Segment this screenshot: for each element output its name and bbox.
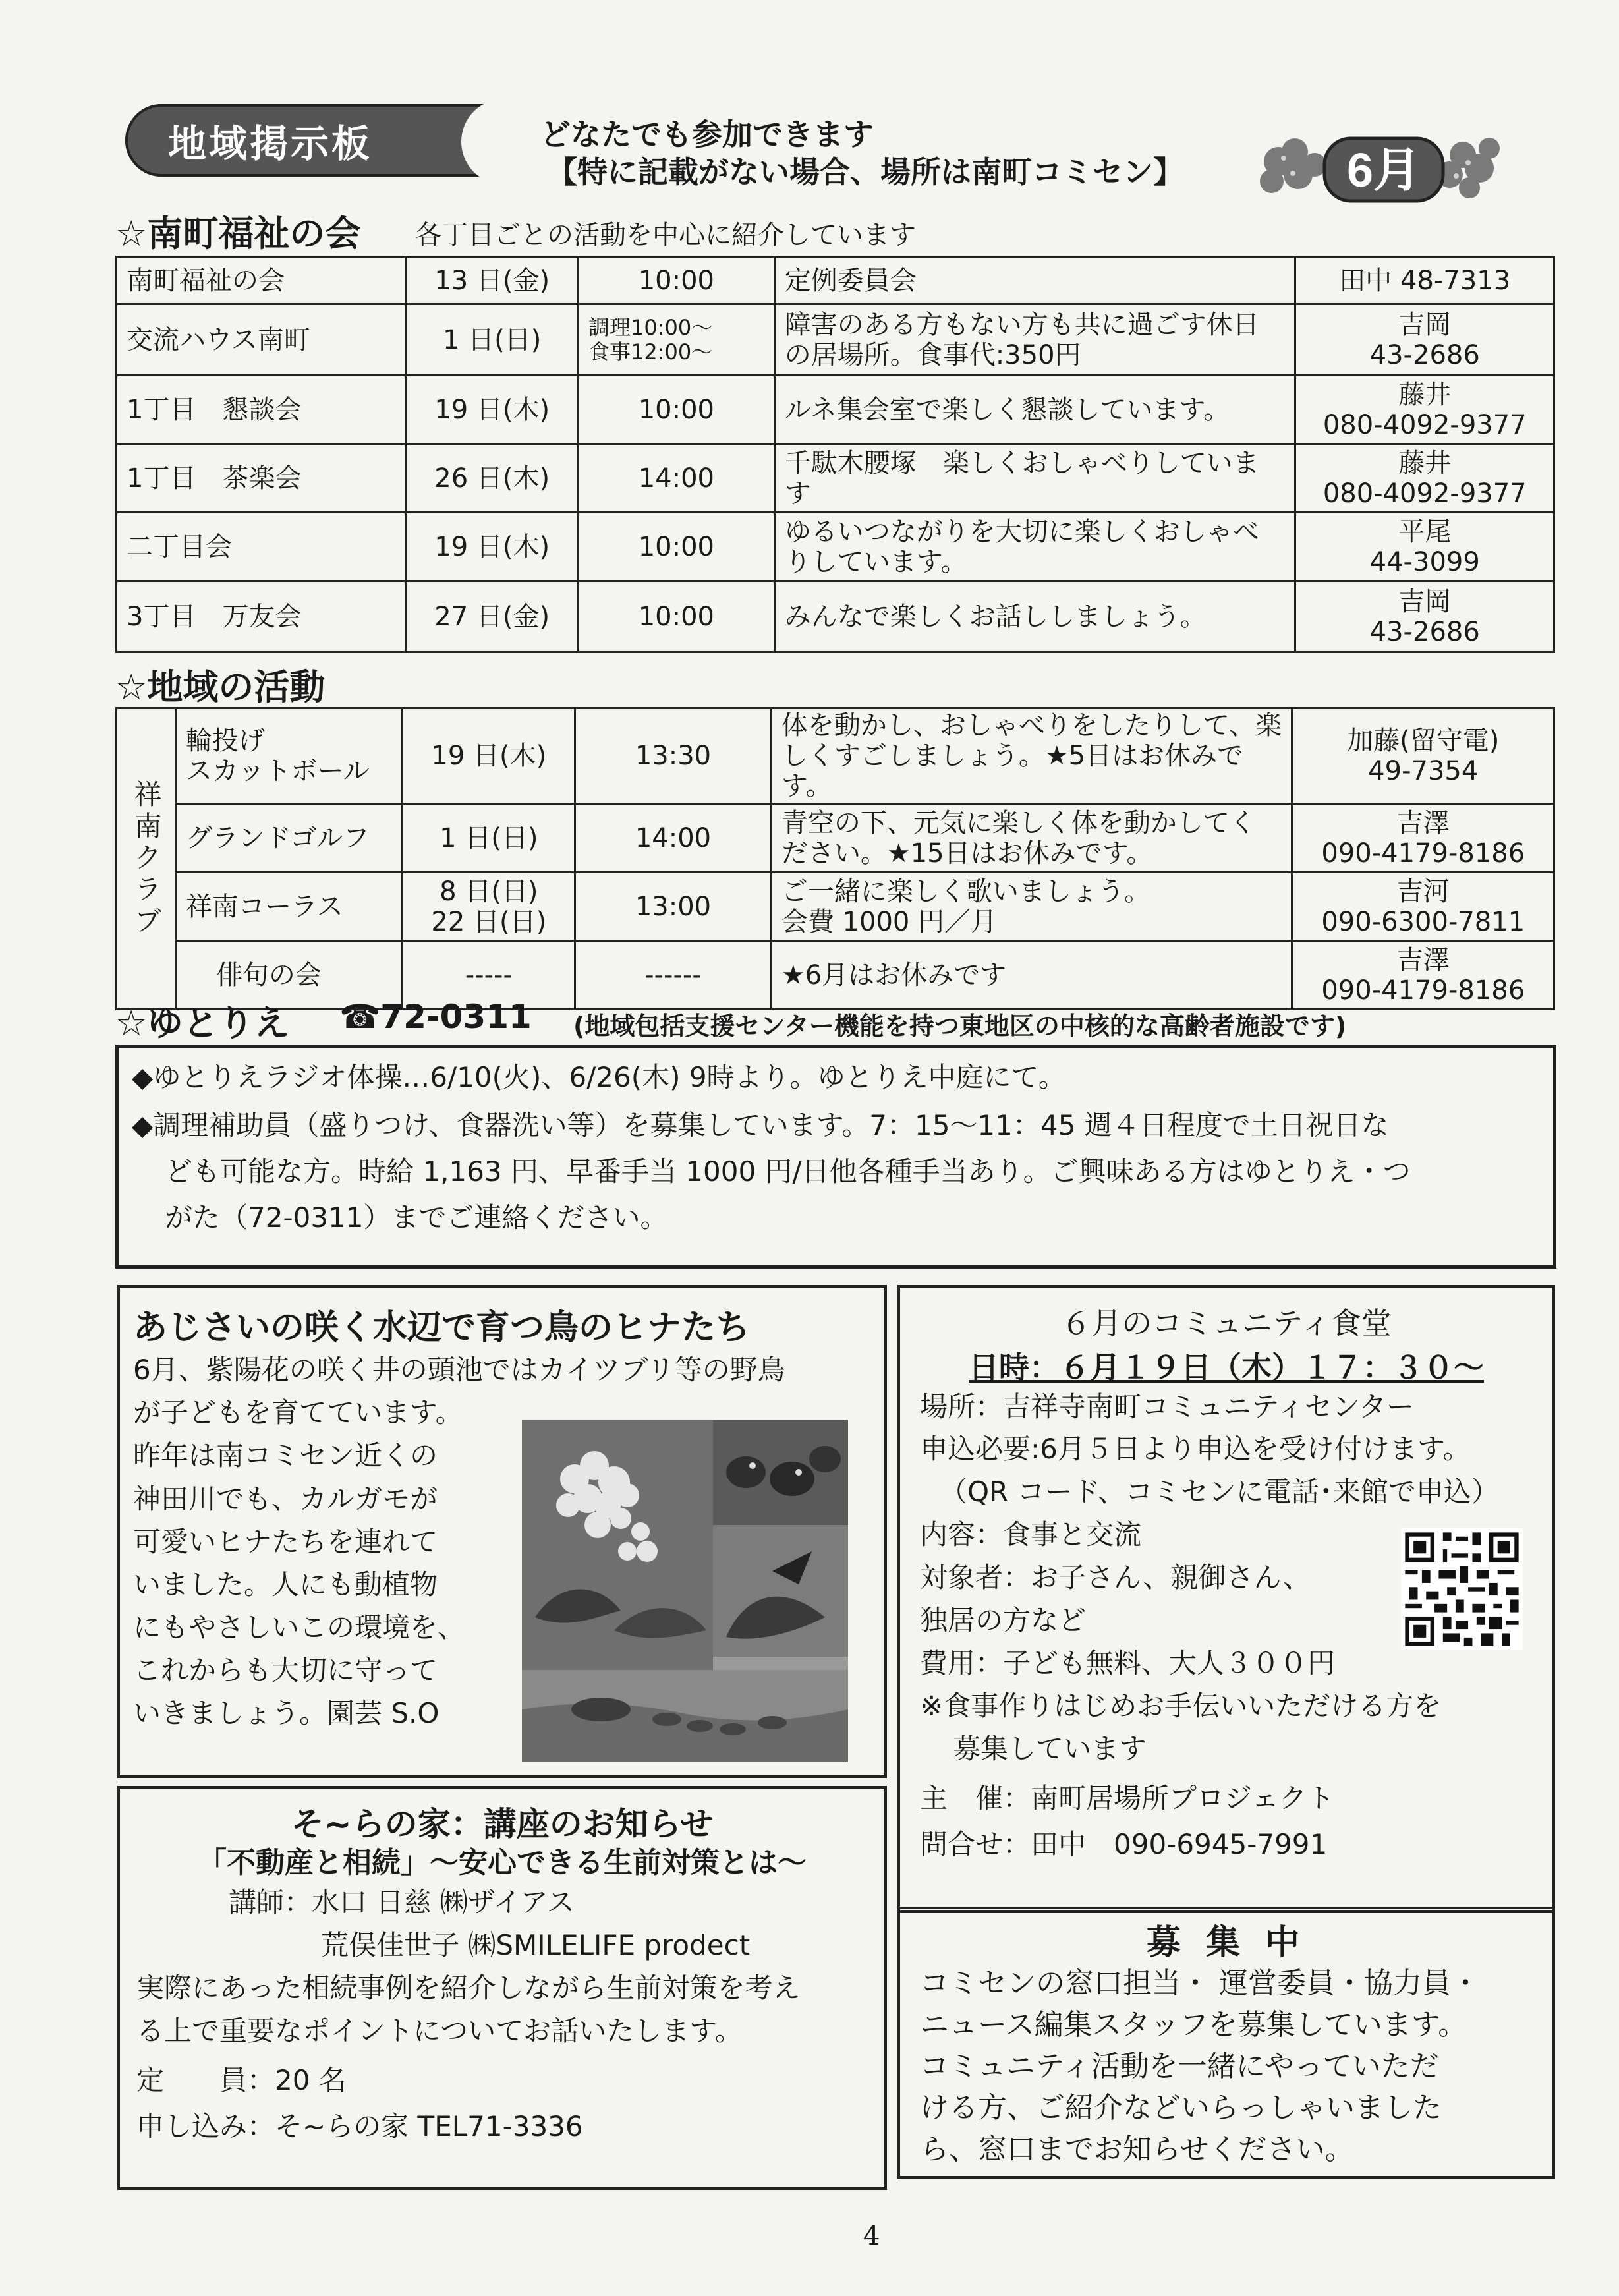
cell-name: 1丁目 懇談会 bbox=[117, 376, 406, 444]
table-row bbox=[117, 941, 1554, 1010]
contact-phone: 090-4179-8186 bbox=[1321, 975, 1525, 1006]
cell-date: 19 日(木) bbox=[403, 708, 575, 804]
welfare-table bbox=[115, 256, 1555, 653]
duck-family-photo bbox=[522, 1670, 848, 1762]
lecture-subtitle: 「不動産と相続」～安心できる生前対策とは～ bbox=[198, 1846, 807, 1880]
date-line-1: 8 日(日) bbox=[440, 876, 538, 907]
hydrangea-bird-collage bbox=[522, 1420, 848, 1762]
lecture-lecturer-1: 講師：水口 日慈 ㈱ザイアス bbox=[229, 1886, 575, 1918]
cell-time: 14:00 bbox=[575, 804, 772, 873]
birds-title: あじさいの咲く水辺で育つ鳥のヒナたち bbox=[133, 1308, 751, 1348]
contact-name: 加藤(留守電) bbox=[1347, 726, 1500, 756]
cell-desc: みんなで楽しくお話ししましょう。 bbox=[774, 581, 1295, 652]
header-line-1: どなたでも参加できます bbox=[540, 117, 874, 152]
yutorie-item-2-line-3: がた（72-0311）までご連絡ください。 bbox=[165, 1201, 668, 1234]
lecture-title: そ~らの家：講座のお知らせ bbox=[291, 1805, 714, 1843]
birds-line-7: にもやさしいこの環境を、 bbox=[133, 1611, 466, 1644]
desc-line-1: ご一緒に楽しく歌いましょう。 bbox=[781, 876, 1150, 907]
birds-line-5: 可愛いヒナたちを連れて bbox=[133, 1526, 438, 1558]
contact-phone: 49-7354 bbox=[1368, 756, 1479, 786]
birds-box bbox=[117, 1285, 887, 1778]
page-number: 4 bbox=[863, 2221, 880, 2251]
table-row bbox=[117, 513, 1554, 581]
ducklings-photo bbox=[713, 1420, 848, 1525]
lecture-apply: 申し込み：そ~らの家 TEL71-3336 bbox=[136, 2110, 583, 2142]
group-cell bbox=[117, 708, 176, 1010]
contact-phone: 080-4092-9377 bbox=[1322, 478, 1527, 509]
recruit-box bbox=[897, 1907, 1555, 2179]
cell-date: 1 日(日) bbox=[406, 304, 579, 376]
contact-phone: 43-2686 bbox=[1369, 339, 1480, 370]
lecture-lecturer-2: 荒俣佳世子 ㈱SMILELIFE prodect bbox=[321, 1929, 751, 1961]
header-line-2: 【特に記載がない場合、場所は南町コミセン】 bbox=[547, 154, 1183, 190]
contact-name: 平尾 bbox=[1398, 516, 1452, 547]
welfare-subtitle: 各丁目ごとの活動を中心に紹介しています bbox=[415, 220, 916, 250]
cell-date: 26 日(木) bbox=[406, 444, 579, 513]
lecture-capacity: 定 員：20 名 bbox=[136, 2064, 347, 2096]
recruit-line-5: ら、窓口までお知らせください。 bbox=[920, 2133, 1354, 2166]
pill-notch bbox=[461, 99, 547, 185]
cell-name: 俳句の会 bbox=[175, 941, 403, 1010]
cell-name: 二丁目会 bbox=[117, 513, 406, 581]
cell-time: 10:00 bbox=[579, 257, 775, 304]
contact-phone: 44-3099 bbox=[1369, 546, 1480, 577]
cafeteria-box bbox=[897, 1285, 1555, 1913]
activities-title: ☆地域の活動 bbox=[115, 666, 326, 708]
table-row bbox=[117, 804, 1554, 873]
bird-feeding-photo bbox=[713, 1525, 848, 1657]
cell-desc: ルネ集会室で楽しく懇談しています。 bbox=[774, 376, 1295, 444]
birds-line-4: 神田川でも、カルガモが bbox=[133, 1483, 438, 1515]
cell-contact bbox=[1295, 376, 1554, 444]
month-badge bbox=[1252, 129, 1509, 208]
desc-line-2: 会費 1000 円／月 bbox=[781, 906, 998, 937]
lecture-desc-1: 実際にあった相続事例を紹介しながら生前対策を考え bbox=[136, 1972, 801, 2004]
cell-date: 13 日(金) bbox=[406, 257, 579, 304]
cell-contact bbox=[1292, 804, 1554, 873]
cafeteria-target-2: 独居の方など bbox=[920, 1604, 1087, 1636]
cafeteria-cost: 費用：子ども無料、大人３００円 bbox=[920, 1647, 1336, 1679]
activities-table bbox=[115, 707, 1555, 1010]
recruit-line-2: ニュース編集スタッフを募集しています。 bbox=[920, 2008, 1467, 2042]
cafeteria-contact: 問合せ：田中 090-6945-7991 bbox=[920, 1828, 1328, 1860]
cafeteria-host: 主 催：南町居場所プロジェクト bbox=[920, 1782, 1335, 1814]
cell-contact bbox=[1292, 708, 1554, 804]
cell-name bbox=[175, 708, 403, 804]
time-cook: 調理10:00～ bbox=[588, 314, 713, 340]
cell-name: グランドゴルフ bbox=[175, 804, 403, 873]
cell-time: 14:00 bbox=[579, 444, 775, 513]
cell-time: ------ bbox=[575, 941, 772, 1010]
cell-date: ----- bbox=[403, 941, 575, 1010]
cell-desc bbox=[771, 873, 1292, 941]
cell-time: 10:00 bbox=[579, 513, 775, 581]
birds-line-6: いました。人にも動植物 bbox=[133, 1568, 438, 1601]
board-label: 地域掲示板 bbox=[167, 121, 372, 166]
qr-code-icon[interactable] bbox=[1401, 1528, 1523, 1650]
lecture-desc-2: る上で重要なポイントについてお話いたします。 bbox=[136, 2015, 743, 2047]
cafeteria-content: 内容：食事と交流 bbox=[920, 1518, 1142, 1551]
lecture-box bbox=[117, 1786, 887, 2190]
cell-contact bbox=[1295, 513, 1554, 581]
table-row bbox=[117, 444, 1554, 513]
cell-contact bbox=[1292, 941, 1554, 1010]
cell-desc: 千駄木腰塚 楽しくおしゃべりしています bbox=[774, 444, 1295, 513]
cell-name: 交流ハウス南町 bbox=[117, 304, 406, 376]
cell-time: 13:00 bbox=[575, 873, 772, 941]
table-row bbox=[117, 873, 1554, 941]
cell-contact bbox=[1292, 873, 1554, 941]
contact-name: 吉河 bbox=[1396, 876, 1450, 907]
time-meal: 食事12:00～ bbox=[588, 339, 713, 364]
cell-time: 10:00 bbox=[579, 376, 775, 444]
birds-line-9: いきましょう。園芸 S.O bbox=[133, 1697, 440, 1729]
cell-time: 13:30 bbox=[575, 708, 772, 804]
contact-name: 吉岡 bbox=[1398, 586, 1452, 617]
cell-name: 1丁目 茶楽会 bbox=[117, 444, 406, 513]
cell-time bbox=[579, 304, 775, 376]
yutorie-item-2-line-1: ◆調理補助員（盛りつけ、食器洗い等）を募集しています。7：15～11：45 週４日程度で土日祝日な bbox=[132, 1109, 1389, 1141]
table-row bbox=[117, 376, 1554, 444]
recruit-line-4: ける方、ご紹介などいらっしゃいました bbox=[920, 2091, 1442, 2125]
table-row bbox=[117, 257, 1554, 304]
yutorie-title: ☆ゆとりえ bbox=[115, 1002, 290, 1044]
birds-line-8: これからも大切に守って bbox=[133, 1654, 438, 1686]
welfare-title: ☆南町福祉の会 bbox=[115, 213, 361, 254]
birds-line-1: 6月、紫陽花の咲く井の頭池ではカイツブリ等の野鳥 bbox=[133, 1354, 785, 1386]
cell-name: 3丁目 万友会 bbox=[117, 581, 406, 652]
contact-phone: 080-4092-9377 bbox=[1322, 409, 1527, 440]
contact-name: 吉岡 bbox=[1398, 309, 1452, 340]
cell-desc: 体を動かし、おしゃべりをしたりして、楽しくすごしましょう。★5日はお休みです。 bbox=[771, 708, 1292, 804]
cell-date: 19 日(木) bbox=[406, 513, 579, 581]
cell-contact: 田中 48-7313 bbox=[1295, 257, 1554, 304]
yutorie-note: (地域包括支援センター機能を持つ東地区の中核的な高齢者施設です) bbox=[573, 1012, 1347, 1041]
table-row bbox=[117, 581, 1554, 652]
contact-phone: 43-2686 bbox=[1369, 616, 1480, 647]
cafeteria-place: 場所：吉祥寺南町コミュニティセンター bbox=[920, 1391, 1415, 1423]
cafeteria-help-2: 募集しています bbox=[953, 1733, 1147, 1765]
date-line-2: 22 日(日) bbox=[431, 906, 547, 937]
cafeteria-target-1: 対象者：お子さん、親御さん、 bbox=[920, 1561, 1311, 1593]
contact-phone: 090-6300-7811 bbox=[1321, 906, 1525, 937]
name-line-1: 輪投げ bbox=[185, 726, 265, 756]
yutorie-box bbox=[115, 1045, 1556, 1269]
cell-desc: 障害のある方もない方も共に過ごす休日の居場所。食事代:350円 bbox=[774, 304, 1295, 376]
cell-date: 27 日(金) bbox=[406, 581, 579, 652]
cell-time: 10:00 bbox=[579, 581, 775, 652]
recruit-line-1: コミセンの窓口担当・ 運営委員・協力員・ bbox=[920, 1966, 1480, 2000]
contact-phone: 090-4179-8186 bbox=[1321, 838, 1525, 869]
birds-line-2: が子どもを育てています。 bbox=[133, 1396, 463, 1429]
cell-desc: 青空の下、元気に楽しく体を動かしてください。★15日はお休みです。 bbox=[771, 804, 1292, 873]
hydrangea-photo bbox=[522, 1420, 713, 1670]
contact-name: 藤井 bbox=[1398, 379, 1452, 410]
cell-date: 19 日(木) bbox=[406, 376, 579, 444]
group-label: 祥南クラブ bbox=[130, 780, 163, 938]
cafeteria-apply-note: （QR コード、コミセンに電話･来館で申込） bbox=[940, 1476, 1499, 1508]
cafeteria-title: ６月のコミュニティ食堂 bbox=[1061, 1306, 1392, 1341]
cell-name: 祥南コーラス bbox=[175, 873, 403, 941]
cell-contact bbox=[1295, 444, 1554, 513]
cell-name: 南町福祉の会 bbox=[117, 257, 406, 304]
cell-desc: 定例委員会 bbox=[774, 257, 1295, 304]
cafeteria-help-1: ※食事作りはじめお手伝いいただける方を bbox=[920, 1690, 1442, 1722]
cafeteria-datetime: 日時：６月１９日（木）１７：３０～ bbox=[969, 1350, 1484, 1385]
yutorie-phone: ☎72-0311 bbox=[339, 998, 532, 1036]
table-row bbox=[117, 708, 1554, 804]
cell-date: 1 日(日) bbox=[403, 804, 575, 873]
cell-contact bbox=[1295, 304, 1554, 376]
cell-date bbox=[403, 873, 575, 941]
cell-desc: ★6月はお休みです bbox=[771, 941, 1292, 1010]
contact-name: 藤井 bbox=[1398, 447, 1452, 478]
table-row bbox=[117, 304, 1554, 376]
yutorie-item-1: ◆ゆとりえラジオ体操…6/10(火)、6/26(木) 9時より。ゆとりえ中庭にて。 bbox=[132, 1061, 1066, 1093]
cafeteria-apply: 申込必要:6月５日より申込を受け付けます。 bbox=[920, 1433, 1471, 1465]
recruit-title: 募 集 中 bbox=[1146, 1923, 1307, 1963]
month-label: 6月 bbox=[1346, 144, 1421, 197]
contact-name: 吉澤 bbox=[1396, 807, 1450, 838]
birds-line-3: 昨年は南コミセン近くの bbox=[133, 1439, 438, 1472]
cell-desc: ゆるいつながりを大切に楽しくおしゃべりしています。 bbox=[774, 513, 1295, 581]
cell-contact bbox=[1295, 581, 1554, 652]
recruit-line-3: コミュニティ活動を一緒にやっていただ bbox=[920, 2050, 1439, 2083]
name-line-2: スカットボール bbox=[185, 756, 370, 786]
contact-name: 吉澤 bbox=[1396, 944, 1450, 975]
yutorie-item-2-line-2: ども可能な方。時給 1,163 円、早番手当 1000 円/日他各種手当あり。ご興味ある方はゆとりえ・つ bbox=[165, 1155, 1411, 1188]
